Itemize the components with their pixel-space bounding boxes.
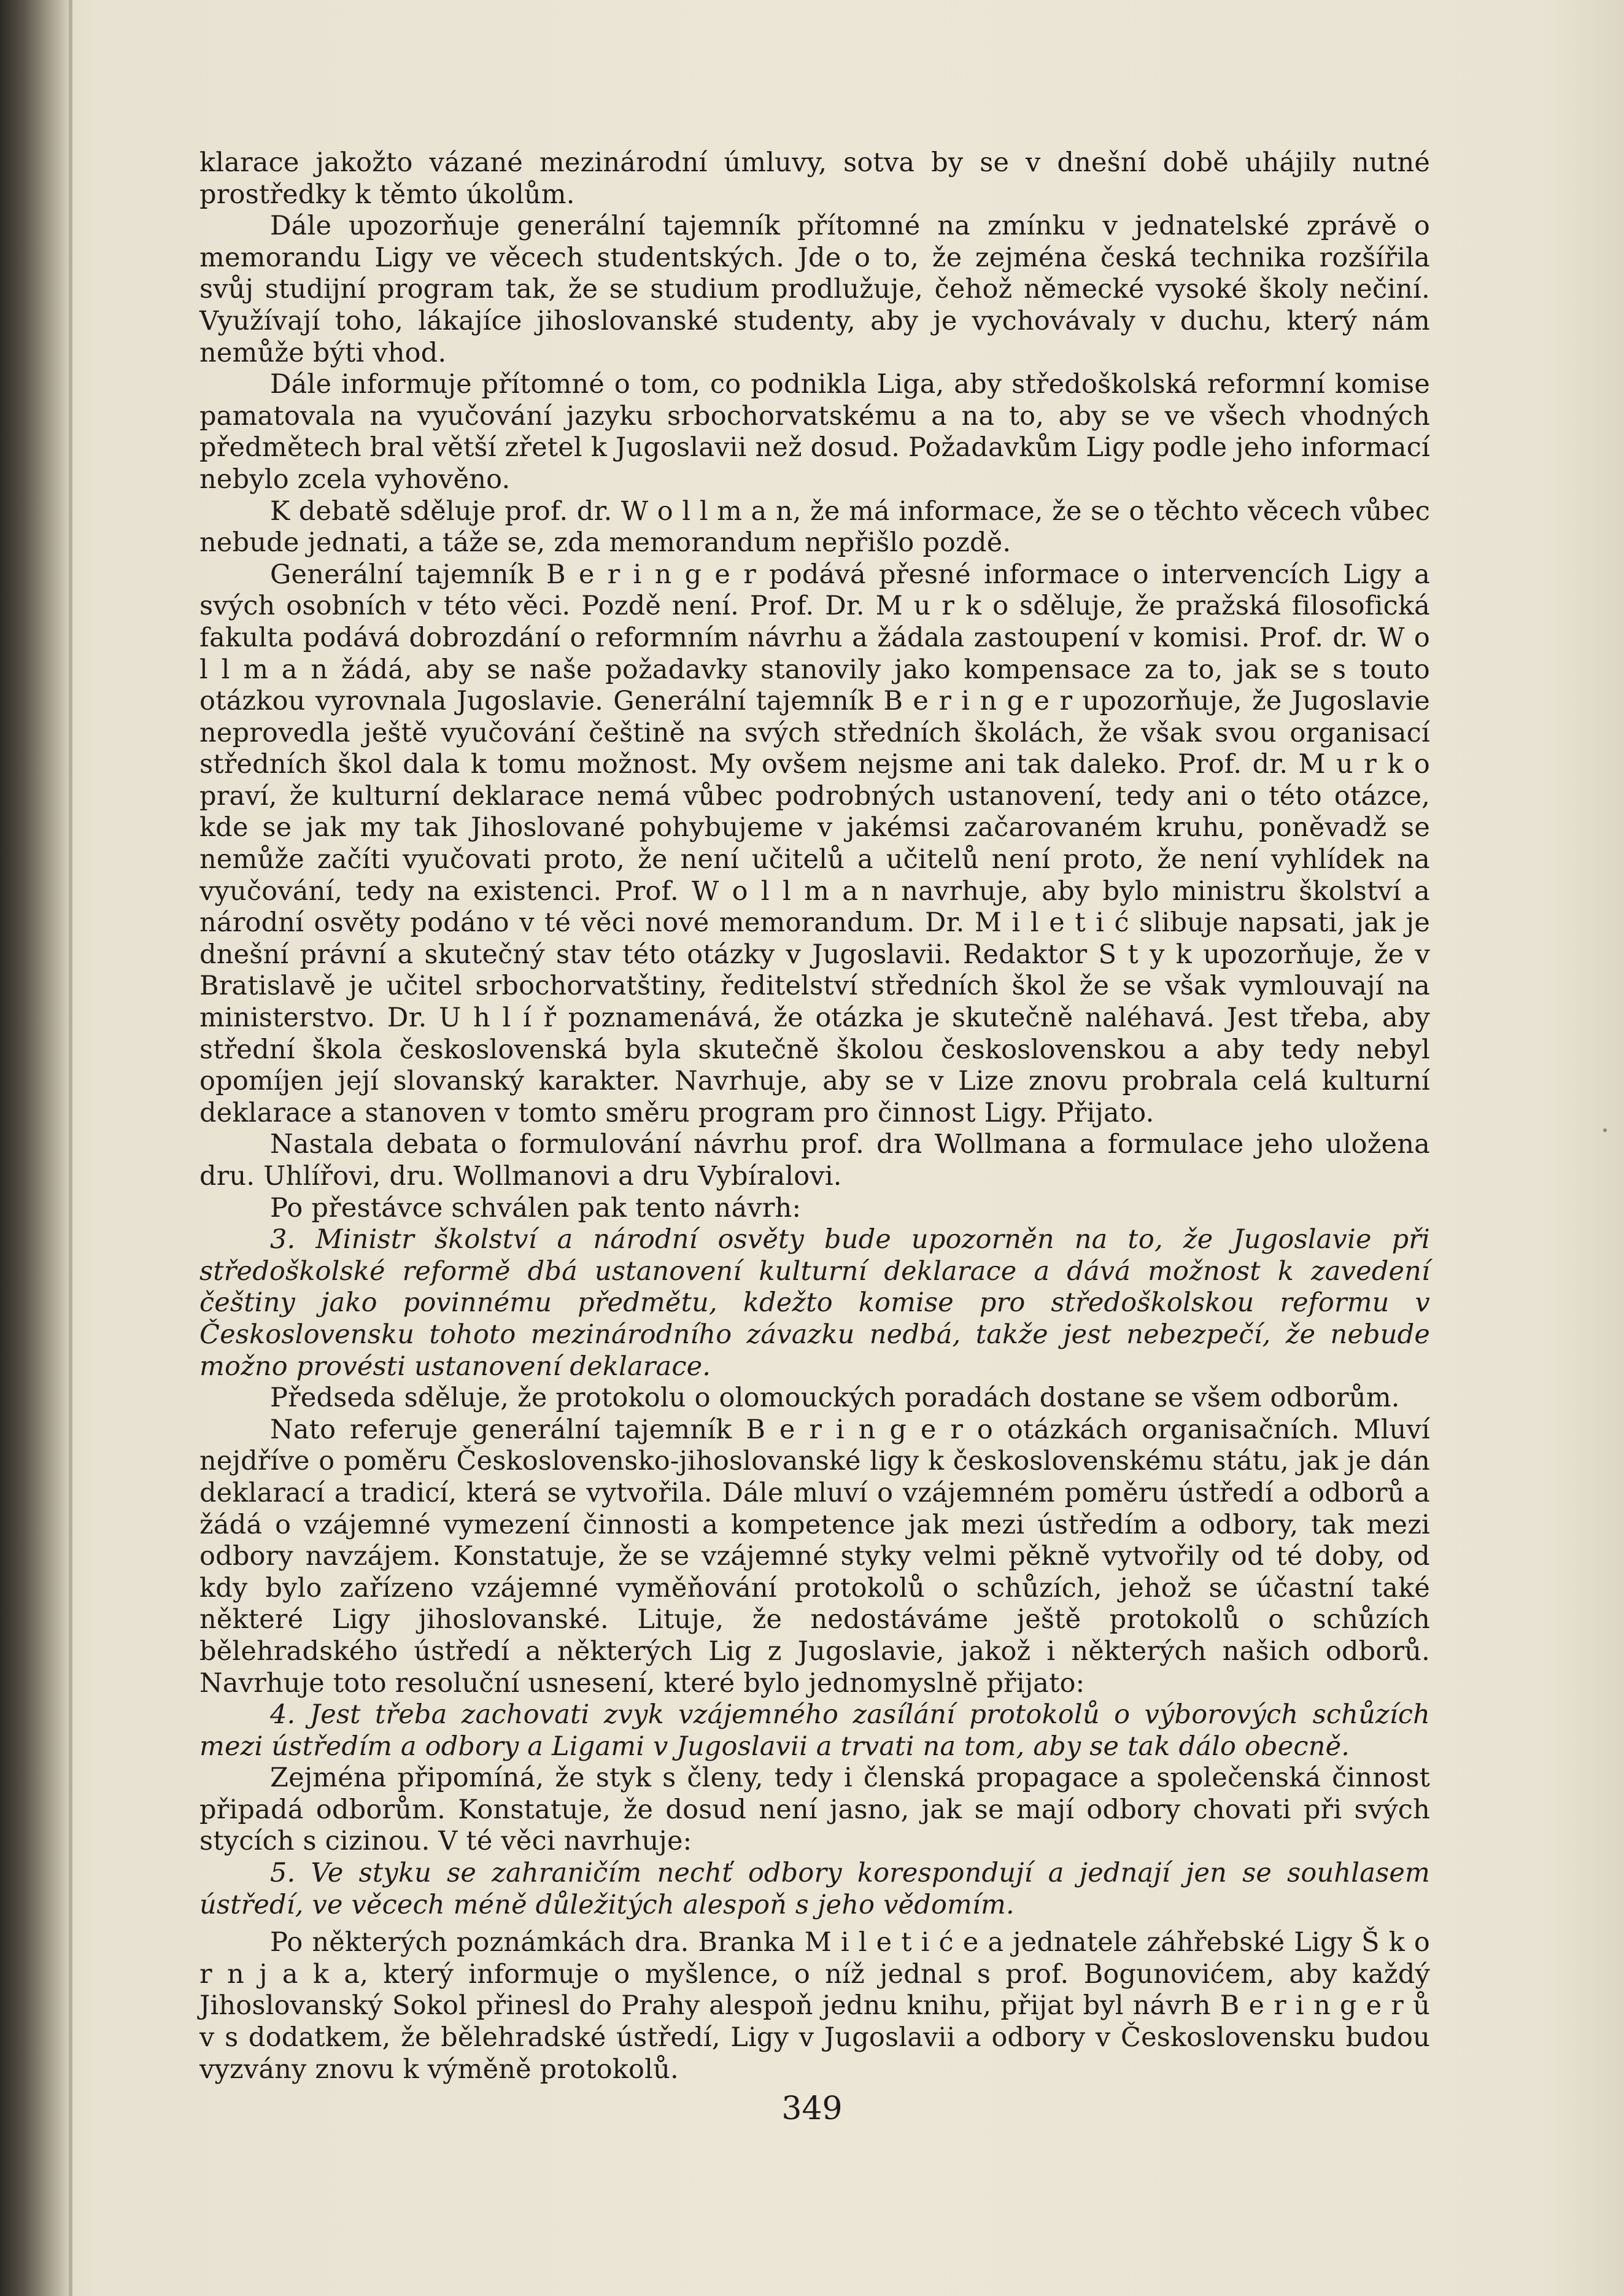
paragraph: Dále informuje přítomné o tom, co podnikla Liga, aby středoškolská reformní komise pamatovala na vyučování jazyku srbochorvatskému a na to, aby se ve všech vhodných předmětech bral větší zřetel k Jugoslavii než dosud. Požadavkům Ligy podle jeho informací nebylo zcela vyhověno. bbox=[199, 369, 1430, 495]
paragraph: Zejména připomíná, že styk s členy, tedy i členská propagace a společenská činnost připadá odborům. Konstatuje, že dosud není jasno, jak se mají odbory chovati při svých stycích s cizinou. V té věci navrhuje: bbox=[199, 1763, 1430, 1857]
paragraph: klarace jakožto vázané mezinárodní úmluvy, sotva by se v dnešní době uhájily nutné prostředky k těmto úkolům. bbox=[199, 147, 1430, 210]
paragraph: Předseda sděluje, že protokolu o olomouckých poradách dostane se všem odborům. bbox=[270, 1383, 1400, 1414]
gutter-edge bbox=[69, 0, 72, 2296]
paragraph: Po přestávce schválen pak tento návrh: bbox=[270, 1192, 802, 1224]
paper-speck bbox=[1603, 1128, 1607, 1132]
paragraph: Generální tajemník B e r i n g e r podává přesné informace o intervencích Ligy a svých osobních v této věci. Pozdě není. Prof. Dr. M u r k o sděluje, že pražská filosofická fakulta podává dobrozdání o reformním návrhu a žádala zastoupení v komisi. Prof. dr. W o l l m a n žádá, aby se naše požadavky stanovily jako kompensace za to, jak se s touto otázkou vyrovnala Jugoslavie. Generální tajemník B e r i n g e r upozorňuje, že Jugoslavie neprovedla ještě vyučování češtině na svých středních školách, že však svou organisací středních škol dala k tomu možnost. My ovšem nejsme ani tak daleko. Prof. dr. M u r k o praví, že kulturní deklarace nemá vůbec podrobných ustanovení, tedy ani o této otázce, kde se jak my tak Jihoslované pohybujeme v jakémsi začarovaném kruhu, poněvadž se nemůže začíti vyučovati proto, že není učitelů a učitelů není proto, že není vyhlídek na vyučování, tedy na existenci. Prof. W o l l m a n navrhuje, aby bylo ministru školství a národní osvěty podáno v té věci nové memorandum. Dr. M i l e t i ć slibuje napsati, jak je dnešní právní a skutečný stav této otázky v Jugoslavii. Redaktor S t y k upozorňuje, že v Bratislavě je učitel srbochorvatštiny, ředitelství středních škol že se však vymlouvají na ministerstvo. Dr. U h l í ř poznamenává, že otázka je skutečně naléhavá. Jest třeba, aby střední škola československá byla skutečně školou československou a aby tedy nebyl opomíjen její slovanský karakter. Navrhuje, aby se v Lize znovu probrala celá kulturní deklarace a stanoven v tomto směru program pro činnost Ligy. Přijato. bbox=[199, 559, 1430, 1128]
body-text bbox=[199, 147, 1430, 2085]
resolution-paragraph: 3. Ministr školství a národní osvěty bude upozorněn na to, že Jugoslavie při středoškolské reformě dbá ustanovení kulturní deklarace a dává možnost k zavedení češtiny jako povinnému předmětu, kdežto komise pro středoškolskou reformu v Československu tohoto mezinárodního závazku nedbá, takže jest nebezpečí, že nebude možno provésti ustanovení deklarace. bbox=[199, 1224, 1430, 1382]
resolution-paragraph: 4. Jest třeba zachovati zvyk vzájemného zasílání protokolů o výborových schůzích mezi ústředím a odbory a Ligami v Jugoslavii a trvati na tom, aby se tak dálo obecně. bbox=[199, 1699, 1430, 1762]
paragraph: K debatě sděluje prof. dr. W o l l m a n, že má informace, že se o těchto věcech vůbec nebude jednati, a táže se, zda memorandum nepřišlo pozdě. bbox=[199, 495, 1430, 559]
paragraph: Dále upozorňuje generální tajemník přítomné na zmínku v jednatelské zprávě o memorandu Ligy ve věcech studentských. Jde o to, že zejména česká technika rozšířila svůj studijní program tak, že se studium prodlužuje, čehož německé vysoké školy nečiní. Využívají toho, lákajíce jihoslovanské studenty, aby je vychovávaly v duchu, který nám nemůže býti vhod. bbox=[199, 211, 1430, 368]
paragraph: Po některých poznámkách dra. Branka M i l e t i ć e a jednatele záhřebské Ligy Š k o r n j a k a, který informuje o myšlence, o níž jednal s prof. Bogunovićem, aby každý Jihoslovanský Sokol přinesl do Prahy alespoň jednu knihu, přijat byl návrh B e r i n g e r ů v s dodatkem, že bělehradské ústředí, Ligy v Jugoslavii a odbory v Československu budou vyzvány znovu k výměně protokolů. bbox=[199, 1927, 1430, 2085]
paragraph: Nato referuje generální tajemník B e r i n g e r o otázkách organisačních. Mluví nejdříve o poměru Československo-jihoslovanské ligy k československému státu, jak je dán deklarací a tradicí, která se vytvořila. Dále mluví o vzájemném poměru ústředí a odborů a žádá o vzájemné vymezení činnosti a kompetence jak mezi ústředím a odbory, tak mezi odbory navzájem. Konstatuje, že se vzájemné styky velmi pěkně vytvořily od té doby, od kdy bylo zařízeno vzájemné vyměňování protokolů o schůzích, jehož se účastní také některé Ligy jihoslovanské. Lituje, že nedostáváme ještě protokolů o schůzích bělehradského ústředí a některých Lig z Jugoslavie, jakož i některých našich odborů. Navrhuje toto resoluční usnesení, které bylo jednomyslně přijato: bbox=[199, 1414, 1430, 1699]
page-number: 349 bbox=[781, 2090, 843, 2127]
paragraph: Nastala debata o formulování návrhu prof. dra Wollmana a formulace jeho uložena dru. Uhlířovi, dru. Wollmanovi a dru Vybíralovi. bbox=[199, 1129, 1430, 1192]
book-gutter bbox=[0, 0, 69, 2296]
resolution-paragraph: 5. Ve styku se zahraničím nechť odbory korespondují a jednají jen se souhlasem ústředí, ve věcech méně důležitých alespoň s jeho vědomím. bbox=[199, 1858, 1430, 1920]
